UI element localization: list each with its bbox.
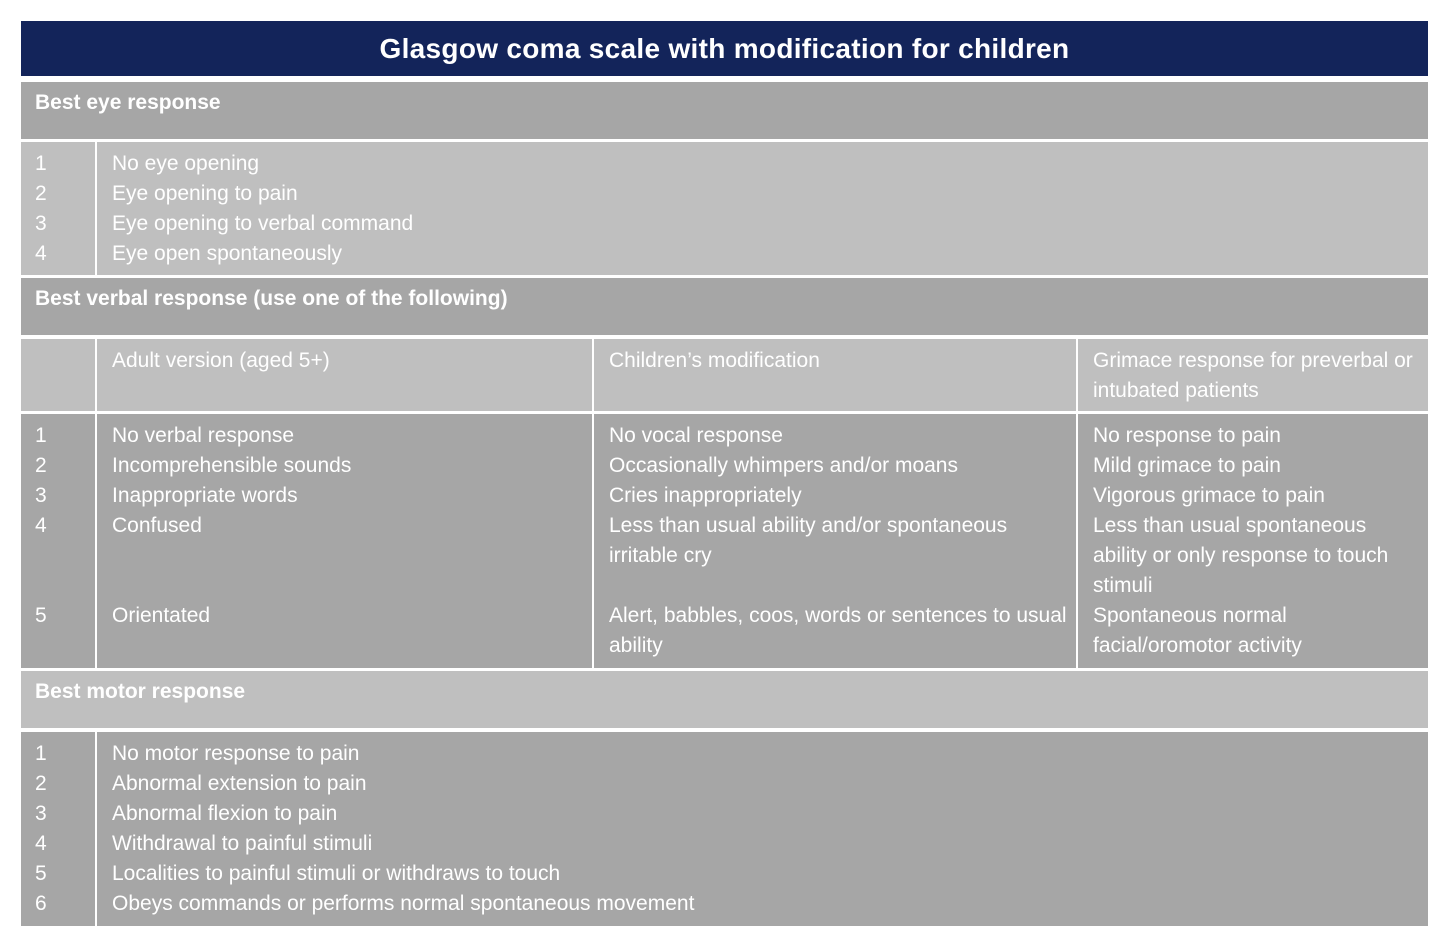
verbal-children-item: Less than usual ability and/or spontaneous irritable cry <box>609 514 1008 567</box>
verbal-grimace-item: Less than usual spontaneous ability or only response to touch stimuli <box>1093 514 1389 597</box>
verbal-section-heading: Best verbal response (use one of the following) <box>21 278 1428 335</box>
verbal-adult-item: Inappropriate words <box>112 484 298 507</box>
verbal-header-children <box>594 339 1076 411</box>
verbal-header-empty <box>21 339 95 411</box>
verbal-grimace-item: Spontaneous normal facial/oromotor activity <box>1093 604 1302 657</box>
motor-section-heading: Best motor response <box>21 671 1428 728</box>
verbal-adult-column <box>97 414 592 668</box>
motor-score: 1 <box>35 742 47 765</box>
verbal-children-column <box>594 414 1076 668</box>
table-title: Glasgow coma scale with modification for children <box>21 21 1428 76</box>
verbal-score: 1 <box>35 424 47 447</box>
verbal-adult-item: Incomprehensible sounds <box>112 454 352 477</box>
eye-item: No eye opening <box>112 152 260 175</box>
verbal-header-grimace-label: Grimace response for preverbal or intubated patients <box>1093 349 1413 402</box>
verbal-score: 5 <box>35 604 47 627</box>
verbal-children-item: No vocal response <box>609 424 783 447</box>
verbal-header-adult <box>97 339 592 411</box>
eye-score: 2 <box>35 182 47 205</box>
motor-item: Localities to painful stimuli or withdraws to touch <box>112 862 561 885</box>
eye-item: Eye open spontaneously <box>112 242 343 265</box>
eye-score: 1 <box>35 152 47 175</box>
motor-item: No motor response to pain <box>112 742 360 765</box>
verbal-header-adult-label: Adult version (aged 5+) <box>112 349 330 372</box>
verbal-children-item: Cries inappropriately <box>609 484 802 507</box>
motor-item: Withdrawal to painful stimuli <box>112 832 373 855</box>
motor-item: Obeys commands or performs normal spontaneous movement <box>112 892 695 915</box>
eye-description-column <box>97 142 1428 275</box>
motor-score: 4 <box>35 832 47 855</box>
verbal-header-children-label: Children’s modification <box>609 349 820 372</box>
motor-score: 3 <box>35 802 47 825</box>
eye-score: 3 <box>35 212 47 235</box>
verbal-adult-item: Confused <box>112 514 202 537</box>
verbal-children-item: Alert, babbles, coos, words or sentences to usual ability <box>609 604 1067 657</box>
verbal-score: 2 <box>35 454 47 477</box>
verbal-grimace-column <box>1078 414 1428 668</box>
verbal-score: 4 <box>35 514 47 537</box>
motor-item: Abnormal extension to pain <box>112 772 367 795</box>
verbal-header-grimace <box>1078 339 1428 411</box>
motor-score-column <box>21 732 95 926</box>
eye-item: Eye opening to pain <box>112 182 298 205</box>
verbal-children-item: Occasionally whimpers and/or moans <box>609 454 958 477</box>
eye-item: Eye opening to verbal command <box>112 212 414 235</box>
eye-score-column <box>21 142 95 275</box>
motor-score: 6 <box>35 892 47 915</box>
verbal-grimace-item: Mild grimace to pain <box>1093 454 1281 477</box>
verbal-score-column <box>21 414 95 668</box>
verbal-score: 3 <box>35 484 47 507</box>
motor-score: 2 <box>35 772 47 795</box>
verbal-adult-item: Orientated <box>112 604 211 627</box>
eye-section-heading: Best eye response <box>21 82 1428 139</box>
verbal-adult-item: No verbal response <box>112 424 295 447</box>
motor-score: 5 <box>35 862 47 885</box>
verbal-grimace-item: Vigorous grimace to pain <box>1093 484 1325 507</box>
verbal-grimace-item: No response to pain <box>1093 424 1281 447</box>
motor-item: Abnormal flexion to pain <box>112 802 338 825</box>
eye-score: 4 <box>35 242 47 265</box>
motor-description-column <box>97 732 1428 926</box>
